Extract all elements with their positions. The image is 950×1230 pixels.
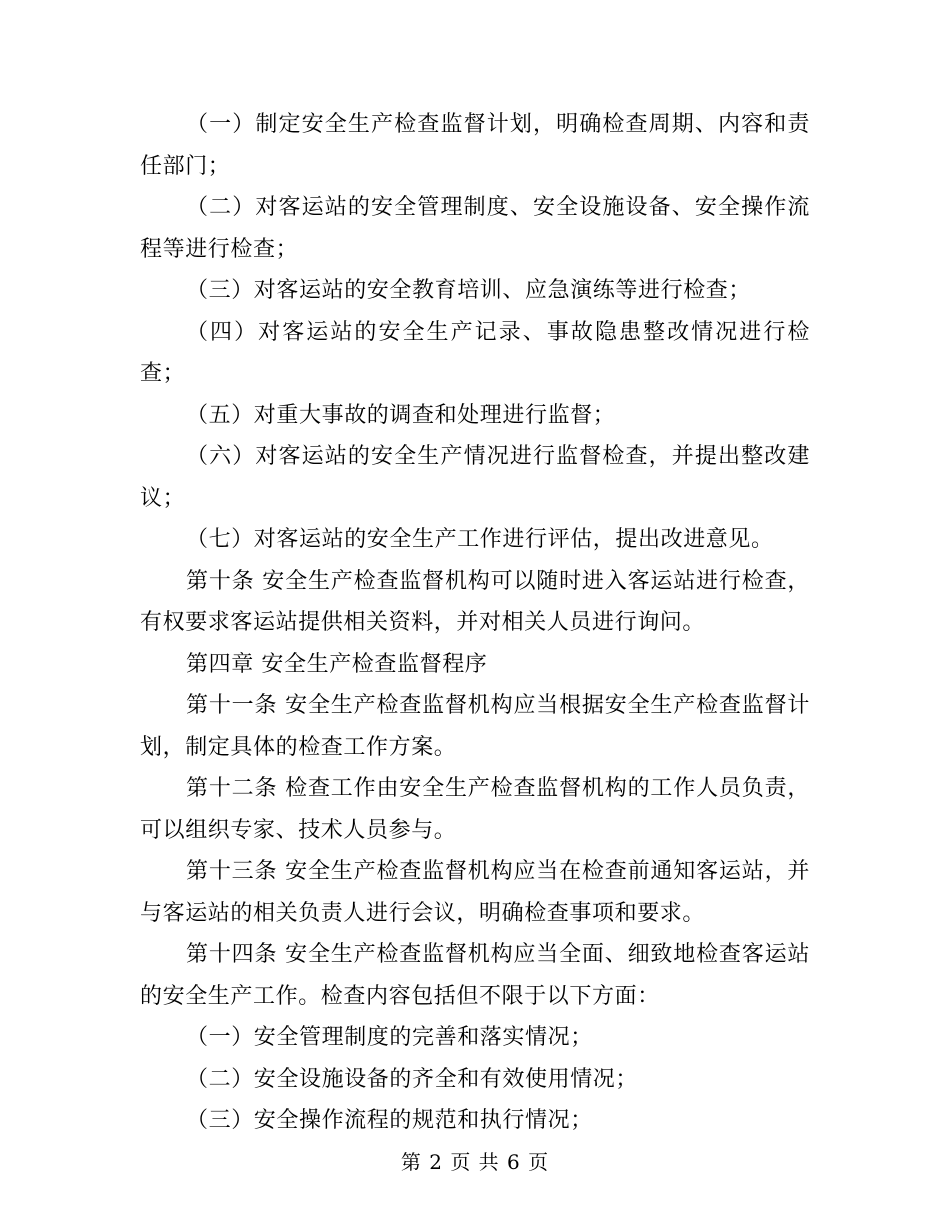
article-10: 第十条 安全生产检查监督机构可以随时进入客运站进行检查，有权要求客运站提供相关资料，并对相关人员进行询问。 xyxy=(140,568,810,635)
paragraph-item-4: （四）对客运站的安全生产记录、事故隐患整改情况进行检查； xyxy=(140,319,810,386)
article-14: 第十四条 安全生产检查监督机构应当全面、细致地检查客运站的安全生产工作。检查内容包括但不限于以下方面： xyxy=(140,942,810,1009)
paragraph-item-6: （六）对客运站的安全生产情况进行监督检查，并提出整改建议； xyxy=(140,444,810,511)
checklist-item-3: （三）安全操作流程的规范和执行情况； xyxy=(186,1108,593,1133)
paragraph-item-1: （一）制定安全生产检查监督计划，明确检查周期、内容和责任部门； xyxy=(140,112,810,179)
paragraph-item-5: （五）对重大事故的调查和处理进行监督； xyxy=(186,402,616,428)
document-body xyxy=(140,104,810,1142)
checklist-item-1: （一）安全管理制度的完善和落实情况； xyxy=(186,1025,593,1050)
paragraph-item-2: （二）对客运站的安全管理制度、安全设施设备、安全操作流程等进行检查； xyxy=(140,195,810,262)
checklist-item-2: （二）安全设施设备的齐全和有效使用情况； xyxy=(186,1066,639,1092)
chapter-4-heading: 第四章 安全生产检查监督程序 xyxy=(186,651,488,677)
page-number-footer: 第 2 页 共 6 页 xyxy=(400,1150,550,1174)
paragraph-item-3: （三）对客运站的安全教育培训、应急演练等进行检查； xyxy=(186,278,752,303)
article-12: 第十二条 检查工作由安全生产检查监督机构的工作人员负责，可以组织专家、技术人员参与。 xyxy=(140,776,810,843)
paragraph-item-7: （七）对客运站的安全生产工作进行评估，提出改进意见。 xyxy=(186,527,774,552)
article-13: 第十三条 安全生产检查监督机构应当在检查前通知客运站，并与客运站的相关负责人进行会议，明确检查事项和要求。 xyxy=(140,859,810,926)
article-11: 第十一条 安全生产检查监督机构应当根据安全生产检查监督计划，制定具体的检查工作方案。 xyxy=(140,693,810,760)
